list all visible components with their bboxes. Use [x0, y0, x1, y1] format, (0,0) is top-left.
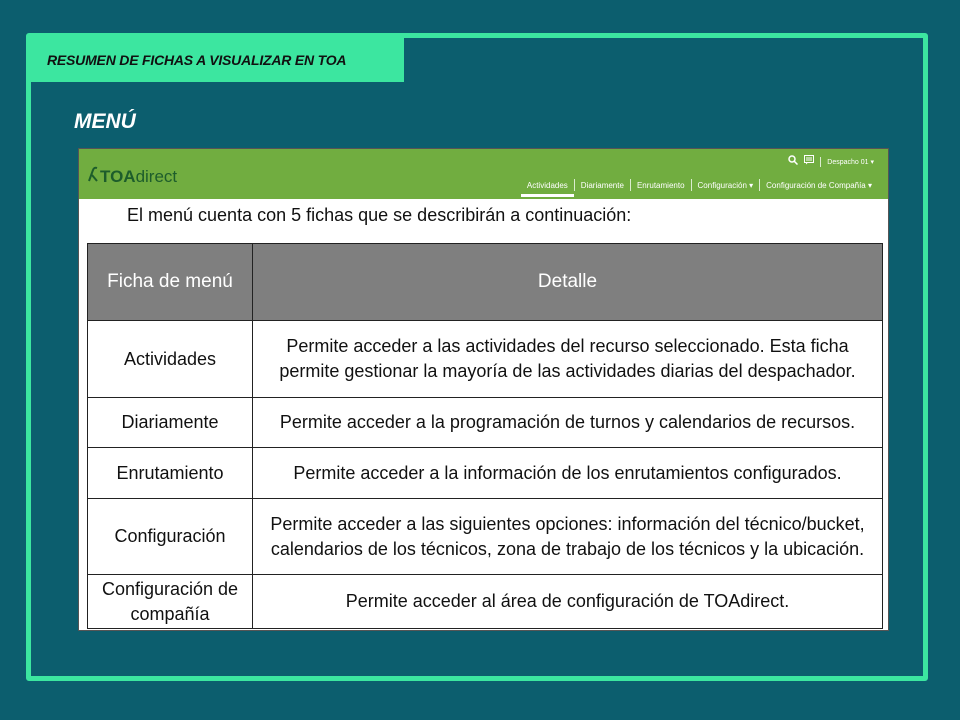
slide-header [31, 38, 404, 82]
search-icon[interactable] [788, 155, 798, 168]
menu-table [87, 243, 883, 629]
cell-detalle: Permite acceder al área de configuración de TOAdirect. [253, 575, 883, 629]
app-nav [521, 179, 878, 191]
column-header-ficha: Ficha de menú [88, 244, 253, 321]
cell-ficha: Actividades [88, 321, 253, 398]
app-logo[interactable] [87, 166, 177, 187]
cell-ficha: Enrutamiento [88, 448, 253, 499]
intro-text: El menú cuenta con 5 fichas que se describirán a continuación: [127, 205, 632, 225]
cell-ficha: Configuración de compañía [88, 575, 253, 629]
nav-tab-diariamente[interactable]: Diariamente [580, 180, 624, 190]
logo-text-toa: TOA [100, 166, 136, 186]
cell-detalle: Permite acceder a las siguientes opciones: información del técnico/bucket, calendarios de los técnicos, zona de trabajo de los técnicos y la ubicación. [253, 499, 883, 575]
table-row [88, 448, 883, 499]
screenshot-panel [78, 148, 889, 631]
logo-text-direct: direct [135, 166, 178, 186]
table-row [88, 499, 883, 575]
user-menu[interactable] [827, 158, 874, 166]
nav-tab-configuracion-compania[interactable]: Configuración de Compañía ▾ [766, 180, 872, 190]
cell-ficha: Diariamente [88, 398, 253, 448]
cell-ficha: Configuración [88, 499, 253, 575]
cell-detalle: Permite acceder a la programación de turnos y calendarios de recursos. [253, 398, 883, 448]
slide-header-text: RESUMEN DE FICHAS A VISUALIZAR EN TOA [47, 52, 347, 68]
message-icon[interactable] [804, 155, 814, 168]
nav-tab-configuracion[interactable]: Configuración ▾ [697, 180, 754, 190]
table-row [88, 321, 883, 398]
nav-tab-actividades[interactable]: Actividades [521, 181, 574, 190]
logo-mark-icon [87, 166, 99, 187]
section-title: MENÚ [74, 110, 136, 133]
user-name: Despacho 01 [827, 158, 869, 166]
nav-tab-enrutamiento[interactable]: Enrutamiento [636, 180, 685, 190]
topbar-actions [788, 155, 874, 168]
table-row [88, 398, 883, 448]
table-row [88, 575, 883, 629]
column-header-detalle: Detalle [253, 244, 883, 321]
cell-detalle: Permite acceder a las actividades del recurso seleccionado. Esta ficha permite gestionar la mayoría de las actividades diarias del despachador. [253, 321, 883, 398]
topbar-divider [820, 157, 821, 167]
table-header-row [88, 244, 883, 321]
cell-detalle: Permite acceder a la información de los enrutamientos configurados. [253, 448, 883, 499]
user-caret-icon: ▾ [870, 158, 874, 166]
app-topbar [79, 149, 888, 199]
